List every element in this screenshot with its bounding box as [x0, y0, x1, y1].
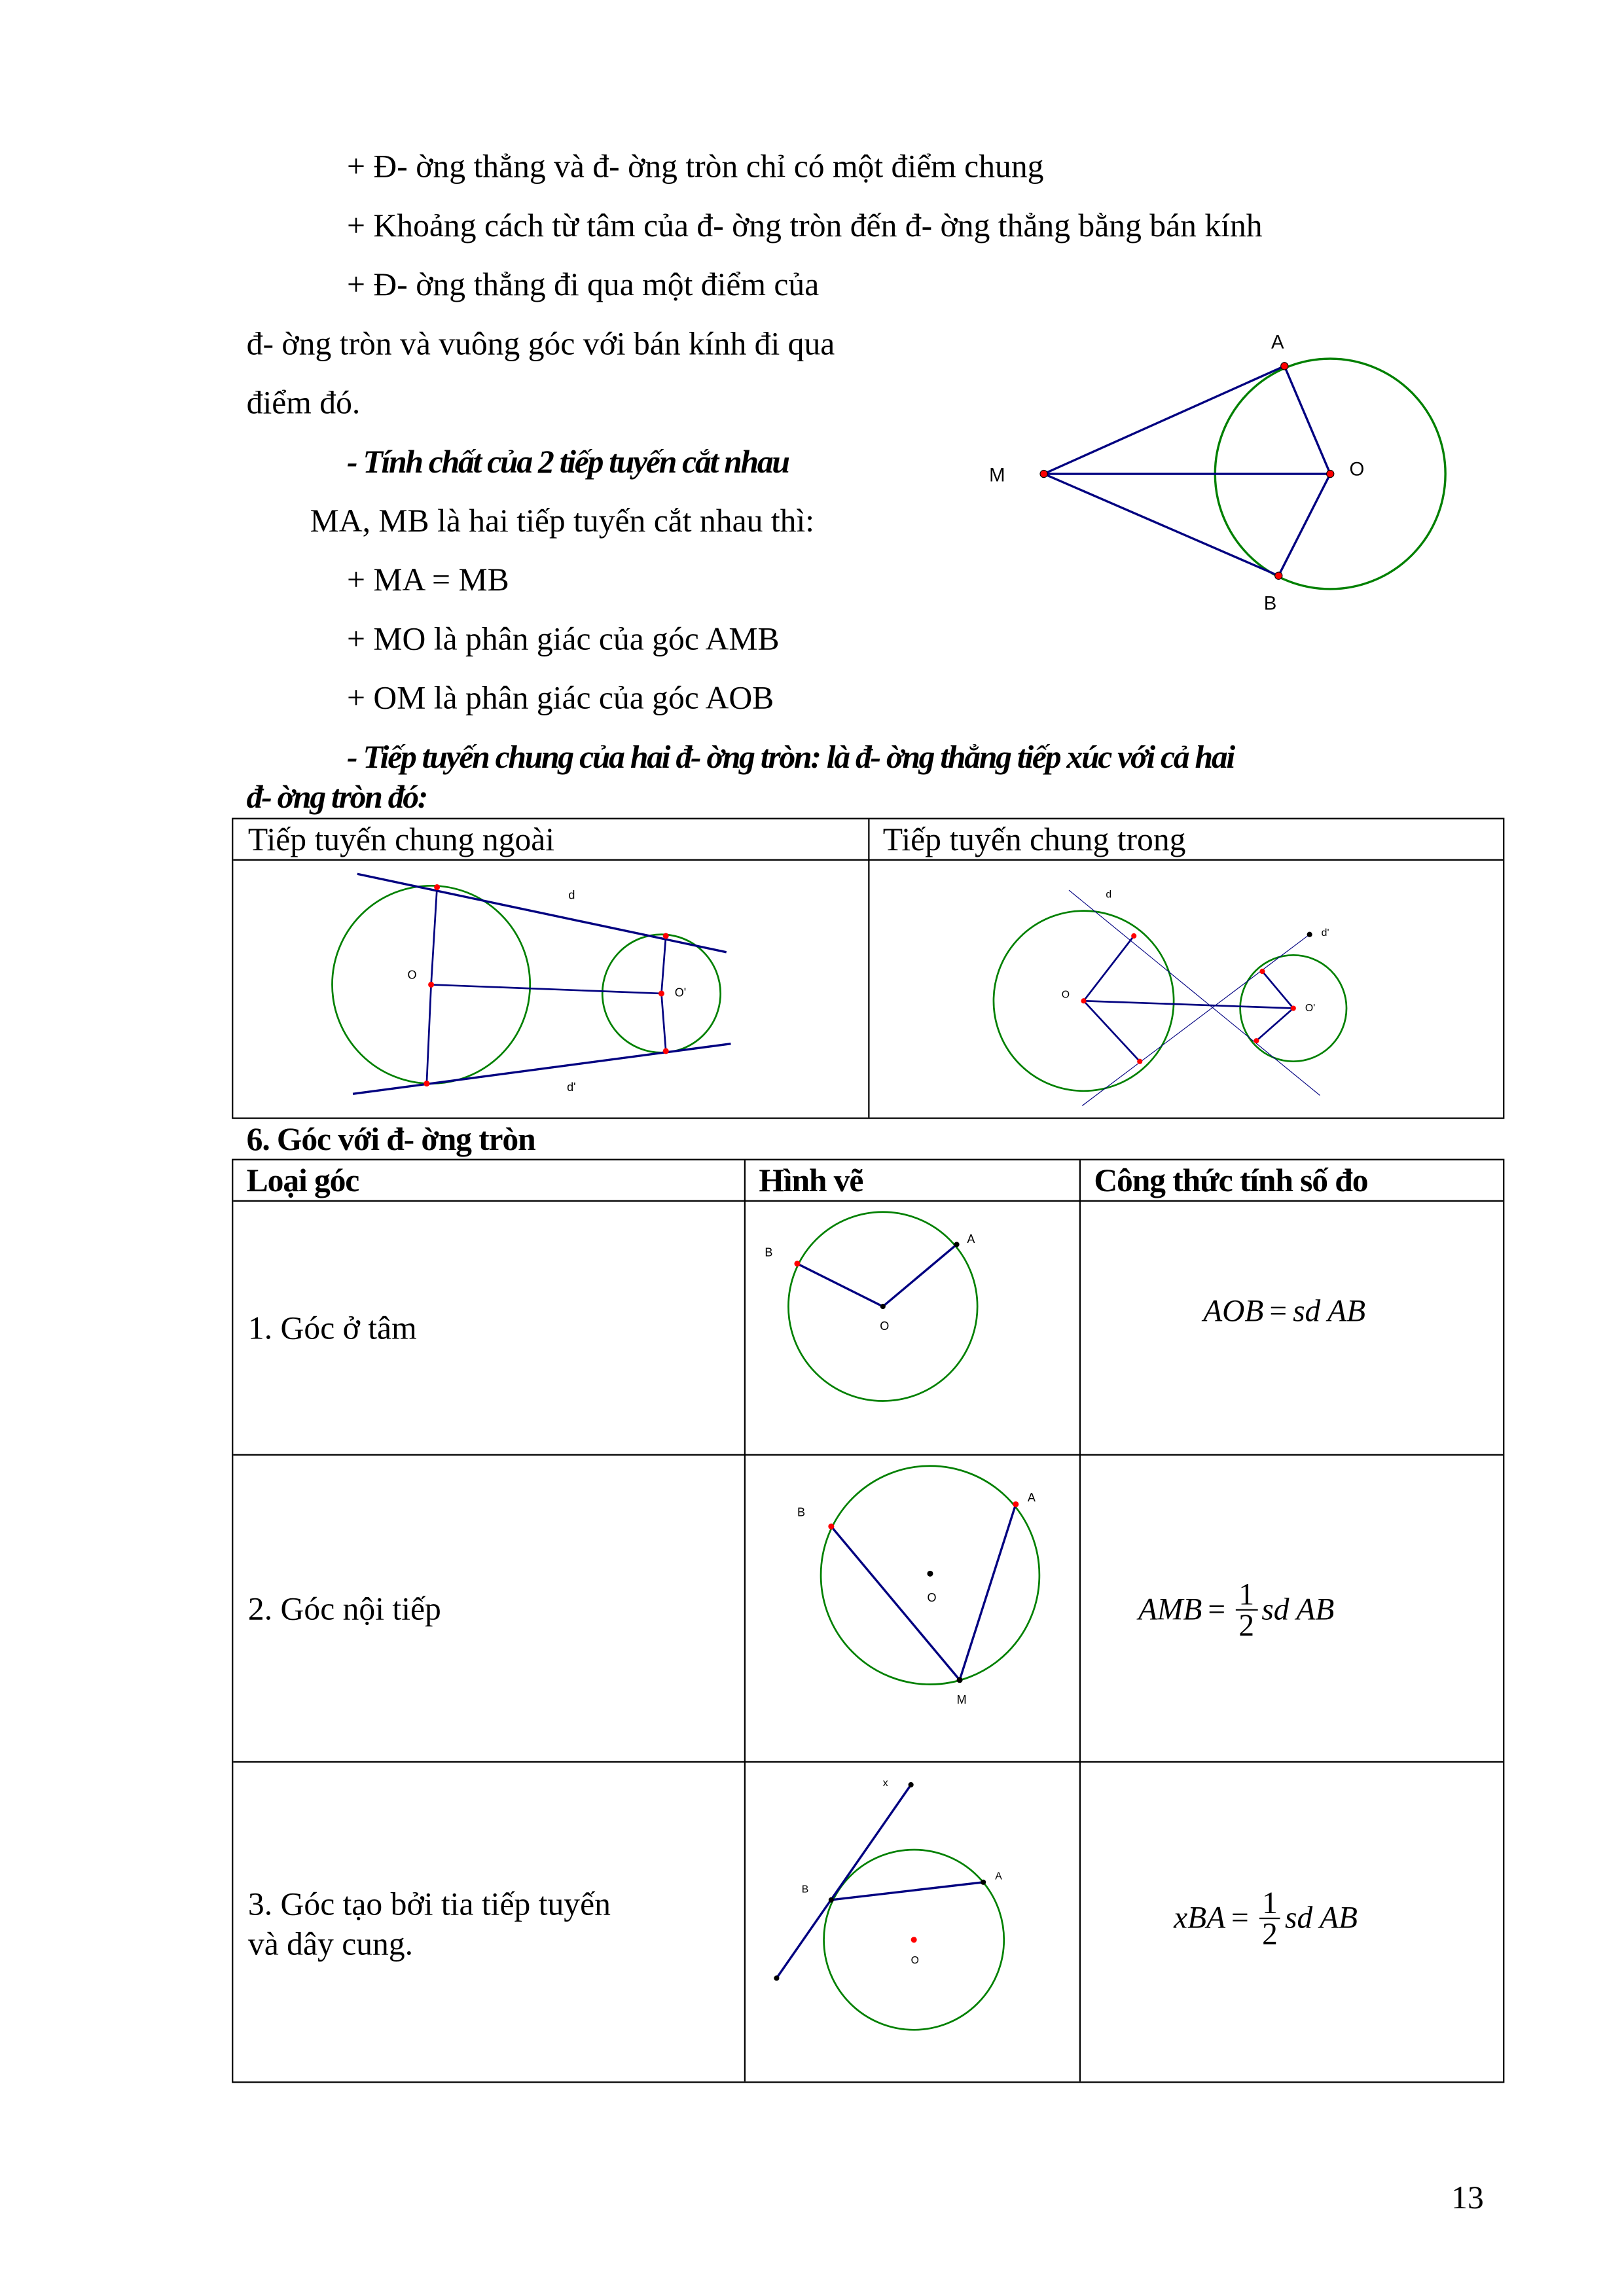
geometry-point — [909, 1782, 914, 1787]
geometry-point — [1259, 969, 1265, 974]
label-b: B — [801, 1884, 809, 1895]
label-o: O — [927, 1591, 937, 1605]
geometry-point — [981, 1880, 986, 1885]
label-o-prime: O' — [1305, 1003, 1316, 1014]
numerator: 1 — [1236, 1579, 1257, 1610]
geometry-shape — [794, 1261, 800, 1266]
geometry-point — [1081, 998, 1086, 1003]
text-line: MA, MB là hai tiếp tuyến cắt nhau thì: — [310, 501, 815, 539]
label-d: d — [1106, 889, 1112, 901]
geometry-point — [1281, 363, 1288, 370]
text-line: + Khoảng cách từ tâm của đ- ờng tròn đến đ- ờng thẳng bằng bán kính — [347, 206, 1263, 244]
geometry-point — [1131, 933, 1136, 939]
label-o-prime: O' — [674, 986, 687, 999]
geometry-point — [774, 1975, 779, 1981]
subheading: - Tiếp tuyến chung của hai đ- ờng tròn: là đ- ờng thẳng tiếp xúc với cả hai — [347, 738, 1234, 776]
geometry-shape — [927, 1571, 962, 1683]
formula-tangent-chord-angle: xBA = $\frac{1}{2}$ sd AB — [1174, 1885, 1358, 1952]
geometry-point — [927, 1571, 933, 1577]
text-line: + Đ- ờng thẳng và đ- ờng tròn chỉ có một điểm chung — [347, 147, 1044, 185]
formula-lhs: xBA — [1174, 1899, 1226, 1935]
figure-external-tangent — [332, 874, 731, 1094]
segments — [1044, 366, 1331, 575]
label-m: M — [989, 464, 1005, 486]
geometry-point — [663, 933, 669, 939]
geometry-shape — [831, 1504, 1016, 1679]
label-o: O — [407, 968, 417, 982]
geometry-point — [957, 1677, 963, 1683]
header-external-tangent: Tiếp tuyến chung ngoài — [247, 821, 555, 858]
geometry-point — [1013, 1501, 1019, 1507]
formula-lhs: AOB — [1203, 1293, 1264, 1329]
label-d-prime: d' — [567, 1080, 576, 1094]
label-a: A — [967, 1232, 975, 1246]
label-x: x — [882, 1778, 888, 1789]
header-angle-type: Loại góc — [246, 1162, 359, 1199]
geometry-point — [663, 1048, 669, 1054]
label-a: A — [1027, 1490, 1036, 1504]
formula-rhs: sd AB — [1285, 1899, 1358, 1935]
geometry-point — [424, 1081, 429, 1086]
geometry-point — [911, 1937, 917, 1943]
figure-tangent-chord-angle — [774, 1778, 1003, 2030]
geometry-shape — [774, 1782, 986, 1981]
geometry-point — [954, 1242, 960, 1247]
geometry-point — [434, 884, 440, 890]
geometry-point — [1291, 1005, 1296, 1011]
subheading: đ- ờng tròn đó: — [246, 778, 427, 816]
numerator: 1 — [1259, 1888, 1281, 1919]
angle-type: 1. Góc ở tâm — [247, 1309, 417, 1347]
formula-central-angle: AOB = sd AB — [1203, 1293, 1365, 1330]
denominator: 2 — [1262, 1916, 1278, 1952]
geometry-shape — [828, 1501, 1019, 1530]
geometry-point — [828, 1524, 834, 1530]
label-b: B — [765, 1246, 773, 1259]
geometry-shape — [1084, 936, 1293, 1062]
label-o: O — [1349, 458, 1365, 480]
subheading: - Tính chất của 2 tiếp tuyến cắt nhau — [347, 442, 789, 480]
text-line: + MA = MB — [347, 561, 509, 598]
text-line: + MO là phân giác của góc AMB — [347, 620, 780, 657]
angle-type: 3. Góc tạo bởi tia tiếp tuyến — [247, 1885, 611, 1922]
geometry-point — [1040, 470, 1047, 477]
label-b: B — [797, 1505, 806, 1519]
figure-inscribed-angle — [797, 1466, 1039, 1706]
label-a: A — [1271, 331, 1284, 353]
label-d-prime: d' — [1321, 927, 1329, 939]
geometry-shape — [353, 874, 731, 1094]
geometry-point — [1307, 932, 1312, 937]
label-b: B — [1263, 592, 1277, 615]
section-heading: 6. Góc với đ- ờng tròn — [246, 1120, 535, 1158]
angle-type: 2. Góc nội tiếp — [247, 1590, 441, 1627]
geometry-shape — [1081, 933, 1295, 1064]
text-line: đ- ờng tròn và vuông góc với bán kính đi qua — [246, 325, 835, 362]
geometry-point — [1137, 1059, 1142, 1064]
formula-lhs: AMB — [1138, 1591, 1202, 1627]
geometry-shape — [427, 888, 666, 1084]
geometry-shape — [776, 1785, 983, 1978]
geometry-point — [659, 990, 664, 996]
header-internal-tangent: Tiếp tuyến chung trong — [882, 821, 1186, 858]
text-line: + Đ- ờng thẳng đi qua một điểm của — [347, 265, 820, 303]
geometry-shape — [1069, 890, 1320, 1105]
geometry-shape — [797, 1244, 957, 1306]
geometry-point — [794, 1261, 800, 1266]
label-a: A — [995, 1871, 1002, 1882]
text-line: + OM là phân giác của góc AOB — [347, 679, 774, 716]
figure-central-angle — [765, 1212, 977, 1401]
geometry-point — [1327, 470, 1334, 477]
formula-rhs: sd AB — [1261, 1591, 1335, 1627]
text-line: điểm đó. — [246, 384, 361, 421]
geometry-shape — [1040, 363, 1334, 580]
label-d: d — [568, 888, 575, 902]
header-figure: Hình vẽ — [759, 1162, 863, 1199]
header-formula: Công thức tính số đo — [1094, 1162, 1368, 1199]
formula-inscribed-angle: AMB = $\frac{1}{2}$ sd AB — [1138, 1576, 1335, 1643]
geometry-point — [428, 982, 434, 988]
geometry-point — [1254, 1038, 1259, 1043]
figure-internal-tangent — [994, 889, 1346, 1105]
label-m: M — [956, 1693, 967, 1706]
geometry-point — [829, 1897, 834, 1903]
label-o: O — [1061, 989, 1070, 1001]
page-number: 13 — [1451, 2179, 1484, 2216]
angle-type: và dây cung. — [247, 1925, 414, 1962]
geometry-point — [1275, 572, 1282, 579]
figure-two-tangents — [989, 331, 1445, 614]
geometry-point — [880, 1304, 886, 1309]
label-o: O — [880, 1319, 890, 1333]
denominator: 2 — [1238, 1607, 1255, 1643]
label-o: O — [911, 1954, 919, 1966]
formula-rhs: sd AB — [1293, 1293, 1366, 1329]
